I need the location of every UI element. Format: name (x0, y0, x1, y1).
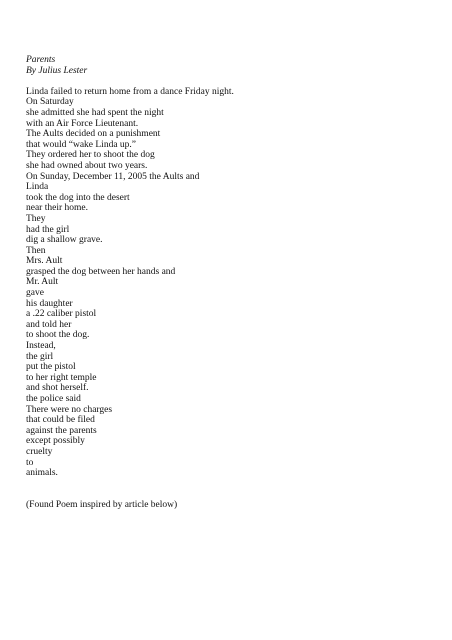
poem-line: to her right temple (26, 372, 97, 383)
poem-line: They ordered her to shoot the dog (26, 150, 155, 161)
poem-line: Linda (26, 182, 49, 193)
poem-line: to (26, 457, 34, 468)
poem-line: Mrs. Ault (26, 256, 63, 267)
footer-note: (Found Poem inspired by article below) (26, 499, 178, 510)
blank-line (26, 489, 426, 500)
poem-line: On Saturday (26, 97, 74, 108)
poem-author: By Julius Lester (26, 65, 88, 76)
poem-line: The Aults decided on a punishment (26, 129, 161, 140)
poem-line: she admitted she had spent the night (26, 107, 164, 118)
poem-line: she had owned about two years. (26, 160, 148, 171)
poem-line: near their home. (26, 203, 88, 214)
poem-line: There were no charges (26, 404, 113, 415)
blank-line (26, 76, 426, 87)
poem-line: Then (26, 245, 46, 256)
poem-line: put the pistol (26, 362, 76, 373)
poem-line: his daughter (26, 298, 73, 309)
poem-line: They (26, 213, 46, 224)
poem-line: and told her (26, 319, 72, 330)
poem-line: On Sunday, December 11, 2005 the Aults and (26, 171, 200, 182)
poem-line: Linda failed to return home from a dance Friday night. (26, 86, 234, 97)
poem-line: took the dog into the desert (26, 192, 130, 203)
poem-line: dig a shallow grave. (26, 235, 103, 246)
poem-line: Instead, (26, 341, 56, 352)
poem-line: against the parents (26, 425, 97, 436)
poem-line: that could be filed (26, 415, 95, 426)
poem-body (26, 87, 426, 479)
poem-line: and shot herself. (26, 383, 89, 394)
poem-line: a .22 caliber pistol (26, 309, 97, 320)
poem-header (26, 55, 426, 76)
poem-line: the girl (26, 351, 54, 362)
poem-line: grasped the dog between her hands and (26, 266, 176, 277)
poem-line: animals. (26, 468, 58, 479)
poem-line: with an Air Force Lieutenant. (26, 118, 139, 129)
poem-document (26, 55, 426, 511)
blank-line (26, 479, 426, 490)
poem-line: cruelty (26, 446, 53, 457)
poem-line: except possibly (26, 436, 85, 447)
poem-line: that would “wake Linda up.” (26, 139, 137, 150)
poem-line: Mr. Ault (26, 277, 59, 288)
poem-line: had the girl (26, 224, 70, 235)
poem-title: Parents (26, 55, 56, 65)
poem-line: the police said (26, 394, 81, 404)
poem-line: to shoot the dog. (26, 330, 90, 341)
poem-line: gave (26, 288, 44, 299)
